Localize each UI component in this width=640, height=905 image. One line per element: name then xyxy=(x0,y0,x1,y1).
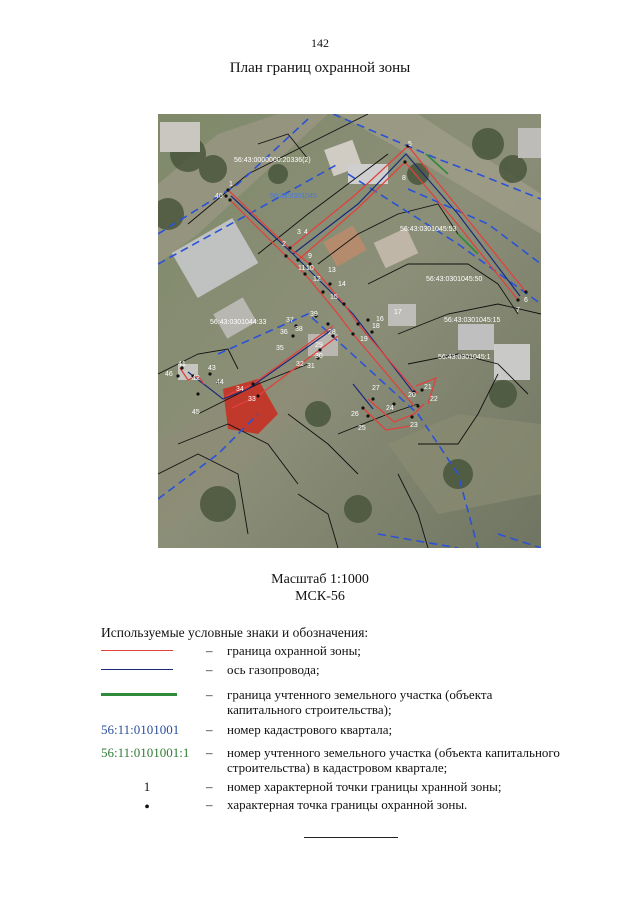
point-number-3: 3 xyxy=(297,229,301,236)
point-number-11: 11 xyxy=(298,265,306,272)
point-number-39: 39 xyxy=(310,311,318,318)
point-number-8: 8 xyxy=(402,175,406,182)
point-number-28: 28 xyxy=(328,329,336,336)
point-number-46: 46 xyxy=(165,371,173,378)
point-number-15: 15 xyxy=(330,294,338,301)
legend-dash: – xyxy=(206,745,213,760)
point-number-38: 38 xyxy=(295,326,303,333)
page-number: 142 xyxy=(311,36,329,50)
cadastral-label: 56:43:0301045:1 xyxy=(438,354,491,361)
satellite-map xyxy=(158,114,541,548)
coordinate-system: МСК-56 xyxy=(295,589,345,604)
legend-dash: – xyxy=(206,643,213,658)
point-number-14: 14 xyxy=(338,281,346,288)
point-number-13: 13 xyxy=(328,267,336,274)
point-number-9: 9 xyxy=(308,253,312,260)
point-number-29: 29 xyxy=(315,342,323,349)
legend-dash: – xyxy=(206,662,213,677)
signature-line xyxy=(304,837,398,838)
legend-text: номер учтенного земельного участка (объекта капитального строительства) в кадастровом квартале; xyxy=(227,745,560,775)
point-number-45: 45 xyxy=(192,409,200,416)
point-number-21: 21 xyxy=(424,384,432,391)
point-number-10: 10 xyxy=(306,265,314,272)
navy-line-symbol xyxy=(101,662,191,670)
point-number-42: 42 xyxy=(192,375,200,382)
point-number-12: 12 xyxy=(313,276,321,283)
point-number-34: 34 xyxy=(236,386,244,393)
point-number-5: 5 xyxy=(408,141,412,148)
legend-dash: – xyxy=(206,779,213,794)
point-number-2: 2 xyxy=(282,241,286,248)
point-number-30: 30 xyxy=(315,353,323,360)
scale-ratio: Масштаб 1:1000 xyxy=(271,572,369,587)
point-number-36: 36 xyxy=(280,329,288,336)
point-number-16: 16 xyxy=(376,316,384,323)
point-symbol: • xyxy=(144,799,150,816)
legend-text: граница охранной зоны; xyxy=(227,643,361,658)
point-number-19: 19 xyxy=(360,336,368,343)
point-number-37: 37 xyxy=(286,317,294,324)
parcel-number-symbol: 56:11:0101001:1 xyxy=(101,745,190,760)
cadastral-label: 56:43:0000000:20336(2) xyxy=(234,157,311,164)
point-number-26: 26 xyxy=(351,411,359,418)
red-line-symbol xyxy=(101,643,191,651)
point-number-7: 7 xyxy=(516,307,520,314)
point-number-27: 27 xyxy=(372,385,380,392)
legend-dash: – xyxy=(206,797,213,812)
point-number-35: 35 xyxy=(276,345,284,352)
point-number-33: 33 xyxy=(248,396,256,403)
point-number-43: 43 xyxy=(208,365,216,372)
green-line-symbol xyxy=(101,687,191,696)
legend-dash: – xyxy=(206,722,213,737)
point-number-22: 22 xyxy=(430,396,438,403)
point-number-6: 6 xyxy=(524,297,528,304)
point-number-40: 40 xyxy=(215,193,223,200)
cadastral-label: 56:43:0301045:15 xyxy=(444,317,501,324)
legend-text: характерная точка границы охранной зоны. xyxy=(227,797,468,812)
cadastral-label: 56:43:0301045:50 xyxy=(426,276,483,283)
point-number-4: 4 xyxy=(304,229,308,236)
cadastral-quarter-label: 56:43:0301045 xyxy=(270,193,317,200)
cadastral-label: 56:43:0301045:53 xyxy=(400,226,457,233)
point-number-23: 23 xyxy=(410,422,418,429)
legend-title: Используемые условные знаки и обозначения: xyxy=(101,625,369,640)
legend-text: граница учтенного земельного участка (объекта капитального строительства); xyxy=(227,687,493,717)
cadastral-label: 56:43:0301044:33 xyxy=(210,319,267,326)
point-number-44: 44 xyxy=(216,379,224,386)
point-number-41: 41 xyxy=(178,361,186,368)
legend-text: ось газопровода; xyxy=(227,662,320,677)
legend-dash: – xyxy=(206,687,213,702)
map-canvas xyxy=(158,114,541,548)
point-number-17: 17 xyxy=(394,309,402,316)
page-title: План границ охранной зоны xyxy=(229,60,411,76)
point-number-20: 20 xyxy=(408,392,416,399)
legend-text: номер кадастрового квартала; xyxy=(227,722,393,737)
point-number-31: 31 xyxy=(307,363,315,370)
point-number-18: 18 xyxy=(372,323,380,330)
scale-block xyxy=(0,571,640,605)
point-number-25: 25 xyxy=(358,425,366,432)
point-number-32: 32 xyxy=(296,361,304,368)
legend-text: номер характерной точки границы хранной зоны; xyxy=(227,779,502,794)
point-number-1: 1 xyxy=(229,181,233,188)
quarter-number-symbol: 56:11:0101001 xyxy=(101,722,180,737)
point-number-symbol: 1 xyxy=(143,779,151,794)
point-number-24: 24 xyxy=(386,405,394,412)
